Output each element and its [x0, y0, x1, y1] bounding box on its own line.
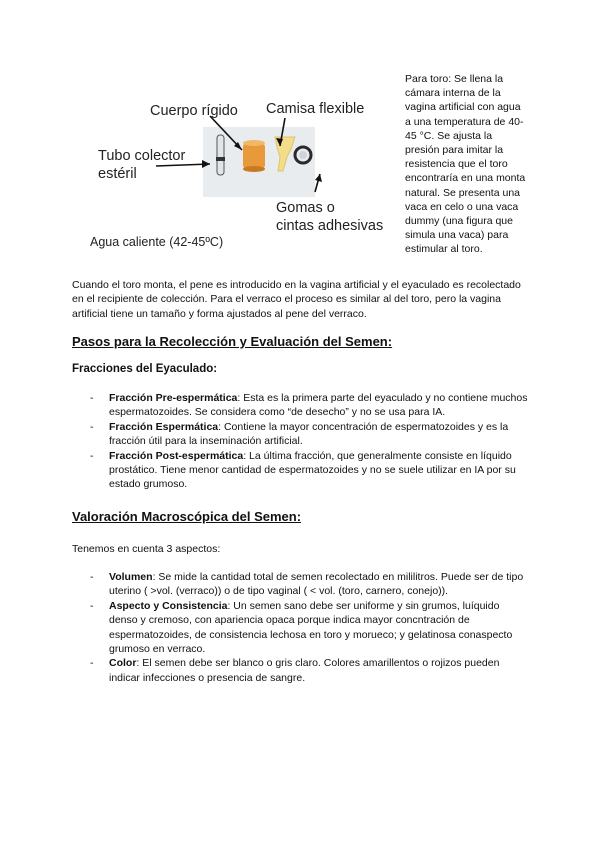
- item-text: : Se mide la cantidad total de semen recolectado en mililitros. Puede ser de tipo uterino ( >vol. (verraco)) o de tipo vaginal ( < vol. (toro, carnero, conejo)).: [109, 571, 524, 598]
- item-term: Fracción Post-espermática: [109, 449, 244, 462]
- label-collector-tube: Tubo colector estéril: [98, 148, 186, 182]
- item-text: : La última fracción, que generalmente consiste en líquido prostático. Tiene menor cantidad de espermatozoides y no se suele utilizar en IA por su estado grumoso.: [109, 449, 516, 491]
- label-flexible-sleeve: Camisa flexible: [266, 101, 365, 117]
- section2-intro: Tenemos en cuenta 3 aspectos:: [72, 543, 221, 555]
- list-item: - Fracción Post-espermática: La última fracción, que generalmente consiste en líquido prostático. Tiene menor cantidad de espermatozoides y no se suele utilizar en IA por su estado grumoso.: [90, 449, 516, 491]
- section1-title: Pasos para la Recolección y Evaluación del Semen:: [72, 334, 393, 349]
- side-paragraph: Para toro: Se llena la cámara interna de la vagina artificial con agua a una temperatura de 40-45 °C. Se ajusta la presión para imitar la resistencia que el toro encontraría en una monta natural. Se presenta una vaca en celo o una vaca dummy (una figura que simula una vaca) para estimular al toro.: [405, 73, 526, 256]
- ejaculate-fractions-list: [90, 391, 530, 492]
- item-term: Color: [109, 657, 137, 670]
- label-hot-water: Agua caliente (42-45ºC): [90, 235, 224, 249]
- list-item: - Color: El semen debe ser blanco o gris claro. Colores amarillentos o rojizos pueden indicar infecciones o presencia de sangre.: [90, 657, 500, 684]
- item-text: : El semen debe ser blanco o gris claro. Colores amarillentos o rojizos pueden indicar infecciones o presencia de sangre.: [109, 657, 500, 684]
- item-term: Aspecto y Consistencia: [109, 599, 228, 612]
- label-rubber-bands: Gomas o cintas adhesivas: [276, 200, 384, 234]
- section2-title: Valoración Macroscópica del Semen:: [72, 509, 302, 524]
- intro-paragraph: Cuando el toro monta, el pene es introducido en la vagina artificial y el eyaculado es recolectado en el recipiente de colección. Para el verraco el proceso es similar al del toro, pero la vagina artificial tiene un tamaño y forma ajustados al pene del verraco.: [72, 279, 521, 320]
- item-text: : Esta es la primera parte del eyaculado y no contiene muchos espermatozoides. Se considera como “de desecho” y no se usa para IA.: [109, 392, 528, 419]
- artificial-vagina-figure: [70, 82, 394, 268]
- item-term: Fracción Pre-espermática: [109, 392, 238, 404]
- list-item: - Aspecto y Consistencia: Un semen sano debe ser uniforme y sin grumos, luíquido denso y cremoso, con apariencia opaca porque indica mayor concntración de espermatozoides, de consistencia lechosa en toro y morueco; y gelatinosa conaspecto grumoso en verraco.: [90, 599, 513, 656]
- list-item: - Fracción Pre-espermática: Esta es la primera parte del eyaculado y no contiene muchos espermatozoides. Se considera como “de desecho” y no se usa para IA.: [90, 392, 528, 419]
- item-term: Fracción Espermática: [109, 420, 219, 433]
- section1-subtitle: Fracciones del Eyaculado:: [72, 363, 218, 375]
- list-item: - Fracción Espermática: Contiene la mayor concentración de espermatozoides y es la fracción útil para la inseminación artificial.: [90, 420, 509, 448]
- label-rigid-body: Cuerpo rígido: [150, 103, 238, 119]
- macroscopic-aspects-list: [90, 570, 530, 685]
- item-text: : Contiene la mayor concentración de espermatozoides y es la fracción útil para la inseminación artificial.: [109, 420, 509, 448]
- item-text: : Un semen sano debe ser uniforme y sin grumos, luíquido denso y cremoso, con apariencia opaca porque indica mayor concntración de espermatozoides, de consistencia lechosa en toro y morueco; y gelatinosa conaspecto grumoso en verraco.: [109, 599, 513, 656]
- item-term: Volumen: [109, 571, 153, 583]
- list-item: - Volumen: Se mide la cantidad total de semen recolectado en mililitros. Puede ser de tipo uterino ( >vol. (verraco)) o de tipo vaginal ( < vol. (toro, carnero, conejo)).: [90, 571, 524, 598]
